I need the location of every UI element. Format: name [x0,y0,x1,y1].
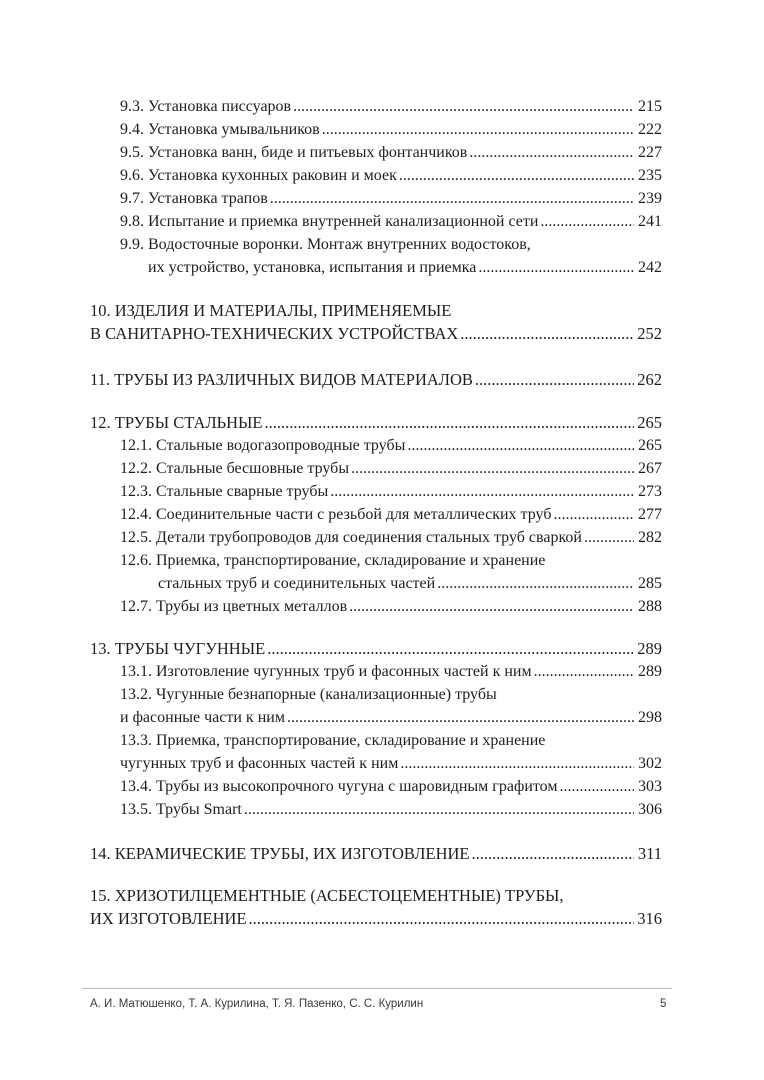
toc-entry-page: 273 [638,483,662,500]
toc-entry-page: 311 [637,844,662,863]
toc-chapter-13[interactable] [90,638,662,660]
toc-entry-page: 235 [638,167,662,184]
toc-entry-page: 302 [638,755,662,772]
dot-leader [287,707,634,729]
dot-leader [244,799,634,821]
toc-entry-13-3-line1[interactable]: 13.3. Приемка, транспортирование, складирование и хранение [120,732,546,749]
toc-entry-title: 12.4. Соединительные части с резьбой для металлических труб [120,506,552,523]
toc-entry-9-8[interactable] [120,211,662,233]
toc-entry-title: 11. ТРУБЫ ИЗ РАЗЛИЧНЫХ ВИДОВ МАТЕРИАЛОВ [90,370,473,389]
toc-entry-title: 12.5. Детали трубопроводов для соединения стальных труб сваркой [120,529,582,546]
toc-entry-page: 222 [638,121,662,138]
toc-entry-12-2[interactable] [120,458,662,480]
toc-entry-title: 9.5. Установка ванн, биде и питьевых фонтанчиков [120,144,468,161]
toc-entry-title: и фасонные части к ним [120,709,285,726]
toc-entry-title: 13.1. Изготовление чугунных труб и фасонных частей к ним [120,663,532,680]
toc-chapter-14[interactable] [90,843,662,865]
toc-entry-title: 14. КЕРАМИЧЕСКИЕ ТРУБЫ, ИХ ИЗГОТОВЛЕНИЕ [90,844,470,863]
dot-leader [478,257,634,279]
toc-entry-12-7[interactable] [120,596,662,618]
toc-chapter-15-line1[interactable]: 15. ХРИЗОТИЛЦЕМЕНТНЫЕ (АСБЕСТОЦЕМЕНТНЫЕ) ТРУБЫ, [90,886,564,905]
dot-leader [534,661,634,683]
dot-leader [322,119,634,141]
toc-entry-page: 289 [638,663,662,680]
toc-entry-title: 12.1. Стальные водогазопроводные трубы [120,437,406,454]
toc-entry-12-1[interactable] [120,435,662,457]
dot-leader [330,481,634,503]
toc-entry-page: 289 [637,639,662,658]
toc-entry-page: 306 [638,801,662,818]
toc-entry-page: 227 [638,144,662,161]
toc-entry-title: 9.7. Установка трапов [120,190,268,207]
toc-entry-9-3[interactable] [120,96,662,118]
toc-entry-page: 282 [638,529,662,546]
toc-entry-title: стальных труб и соединительных частей [158,575,436,592]
dot-leader [407,435,634,457]
toc-entry-title: 9.4. Установка умывальников [120,121,320,138]
toc-entry-page: 277 [638,506,662,523]
toc-entry-title: 9.8. Испытание и приемка внутренней канализационной сети [120,213,539,230]
toc-entry-page: 265 [638,437,662,454]
toc-entry-13-2[interactable] [120,707,662,729]
dot-leader [540,211,634,233]
toc-entry-page: 303 [638,778,662,795]
toc-entry-9-7[interactable] [120,188,662,210]
toc-chapter-10-line1[interactable]: 10. ИЗДЕЛИЯ И МАТЕРИАЛЫ, ПРИМЕНЯЕМЫЕ [90,301,452,320]
dot-leader [270,188,634,210]
toc-entry-page: 241 [638,213,662,230]
toc-entry-title: их устройство, установка, испытания и приемка [148,259,477,276]
toc-entry-title: 12.3. Стальные сварные трубы [120,483,329,500]
toc-entry-title: 9.3. Установка писсуаров [120,98,292,115]
dot-leader [584,527,634,549]
toc-entry-page: 267 [638,460,662,477]
dot-leader [265,412,635,434]
dot-leader [349,596,634,618]
dot-leader [553,504,634,526]
toc-entry-12-3[interactable] [120,481,662,503]
toc-entry-13-4[interactable] [120,776,662,798]
toc-entry-page: 262 [637,370,662,389]
toc-entry-page: 285 [638,575,662,592]
toc-entry-12-5[interactable] [120,527,662,549]
toc-entry-title: 12.2. Стальные бесшовные трубы [120,460,350,477]
dot-leader [475,369,634,391]
toc-entry-13-1[interactable] [120,661,662,683]
toc-entry-13-3[interactable] [120,753,662,775]
toc-entry-title: ИХ ИЗГОТОВЛЕНИЕ [90,909,247,928]
toc-entry-13-2-line1[interactable]: 13.2. Чугунные безнапорные (канализационные) трубы [120,686,497,703]
toc-entry-title: 9.6. Установка кухонных раковин и моек [120,167,397,184]
toc-entry-title: В САНИТАРНО-ТЕХНИЧЕСКИХ УСТРОЙСТВАХ [90,324,459,343]
toc-entry-9-9-line1[interactable]: 9.9. Водосточные воронки. Монтаж внутренних водостоков, [120,236,531,253]
toc-entry-page: 298 [638,709,662,726]
toc-chapter-11[interactable] [90,369,662,391]
dot-leader [249,908,634,930]
toc-entry-12-4[interactable] [120,504,662,526]
toc-entry-13-5[interactable] [120,799,662,821]
dot-leader [293,96,634,118]
toc-entry-9-4[interactable] [120,119,662,141]
dot-leader [400,753,634,775]
toc-entry-title: 12.7. Трубы из цветных металлов [120,598,348,615]
toc-entry-12-6[interactable] [158,573,662,595]
footer-divider [82,988,672,989]
toc-entry-9-6[interactable] [120,165,662,187]
toc-entry-12-6-line1[interactable]: 12.6. Приемка, транспортирование, складирование и хранение [120,552,546,569]
toc-entry-page: 316 [637,909,662,928]
toc-entry-title: 13.4. Трубы из высокопрочного чугуна с шаровидным графитом [120,778,558,795]
toc-entry-9-9[interactable] [148,257,662,279]
toc-entry-title: чугунных труб и фасонных частей к ним [120,755,399,772]
toc-entry-title: 13. ТРУБЫ ЧУГУННЫЕ [90,639,266,658]
dot-leader [267,638,634,660]
toc-entry-page: 265 [637,413,662,432]
dot-leader [469,142,634,164]
toc-entry-page: 242 [638,259,662,276]
dot-leader [460,323,634,345]
dot-leader [560,776,635,798]
toc-chapter-12[interactable] [90,412,662,434]
footer-page-number: 5 [660,998,667,1010]
toc-entry-title: 12. ТРУБЫ СТАЛЬНЫЕ [90,413,263,432]
toc-entry-page: 288 [638,598,662,615]
toc-entry-page: 252 [637,324,662,343]
toc-chapter-15[interactable] [90,908,662,930]
toc-entry-page: 215 [638,98,662,115]
toc-entry-9-5[interactable] [120,142,662,164]
toc-entry-page: 239 [638,190,662,207]
dot-leader [472,843,635,865]
footer-authors: А. И. Матюшенко, Т. А. Курилина, Т. Я. Пазенко, С. С. Курилин [90,998,424,1010]
toc-entry-title: 13.5. Трубы Smart [120,801,242,818]
dot-leader [437,573,634,595]
dot-leader [351,458,634,480]
dot-leader [399,165,634,187]
toc-chapter-10[interactable] [90,323,662,345]
